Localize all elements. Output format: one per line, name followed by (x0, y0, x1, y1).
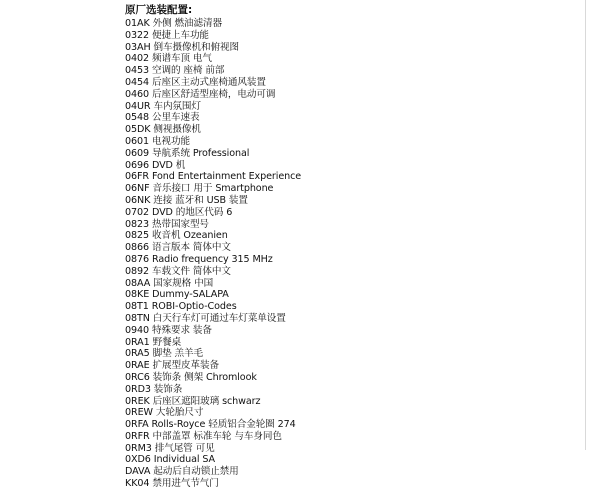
option-item: 06FR Fond Entertainment Experience (125, 171, 302, 183)
option-item: 08KE Dummy-SALAPA (125, 289, 229, 301)
option-item: 0702 DVD 的地区代码 6 (125, 206, 233, 218)
option-item: 0825 收音机 Ozeanien (125, 230, 228, 242)
option-item: 08T1 ROBI-Optio-Codes (125, 301, 237, 313)
option-item: 0REW 大轮胎尺寸 (125, 407, 204, 419)
option-item: 0XD6 Individual SA (125, 454, 216, 466)
option-item: 0RM3 排气尾管 可见 (125, 442, 215, 454)
option-item: 0696 DVD 机 (125, 159, 186, 171)
option-item: 0RA1 野餐桌 (125, 336, 182, 348)
option-item: 06NK 连接 蓝牙和 USB 装置 (125, 194, 248, 206)
option-item: 06NF 音乐接口 用于 Smartphone (125, 183, 274, 195)
option-item: 0601 电视功能 (125, 135, 190, 147)
option-item: 0609 导航系统 Professional (125, 147, 250, 159)
option-item: 01AK 外侧 燃油滤清器 (125, 18, 223, 29)
option-item: 0RA5 脚垫 羔羊毛 (125, 348, 204, 360)
document-title: 原厂选装配置: (125, 4, 193, 16)
option-item: 0RD3 装饰条 (125, 383, 183, 395)
option-item: 0940 特殊要求 装备 (125, 324, 212, 336)
option-item: 08AA 国家规格 中国 (125, 277, 214, 289)
option-item: 0402 频谱车顶 电气 (125, 53, 212, 65)
option-item: 03AH 倒车摄像机和俯视图 (125, 41, 239, 53)
option-item: 0RFR 中部盖罩 标准车轮 与车身同色 (125, 430, 282, 442)
option-item: 0RC6 装饰条 侧架 Chromlook (125, 371, 257, 383)
option-item: 0823 热带国家型号 (125, 218, 209, 230)
option-item: 0548 公里车速表 (125, 112, 200, 124)
option-item: 08TN 白天行车灯可通过车灯菜单设置 (125, 312, 286, 324)
option-item: 0876 Radio frequency 315 MHz (125, 253, 273, 265)
option-item: KK04 禁用进气节气门 (125, 478, 219, 490)
option-item: 0322 便捷上车功能 (125, 29, 209, 41)
option-item: 0REK 后座区遮阳玻璃 schwarz (125, 395, 261, 407)
page-edge-divider (585, 0, 586, 450)
option-item: 0866 语言版本 简体中文 (125, 242, 231, 254)
option-item: 04UR 车内氛围灯 (125, 100, 201, 112)
option-item: 0454 后座区主动式座椅通风装置 (125, 76, 266, 88)
option-item: 0RFA Rolls-Royce 轻质铝合金轮圈 274 (125, 419, 296, 431)
option-item: 0460 后座区舒适型座椅，电动可调 (125, 88, 276, 100)
option-item: DAVA 起动后自动锁止禁用 (125, 466, 239, 478)
option-list (125, 18, 565, 490)
option-document (125, 3, 565, 490)
option-item: 0892 车载文件 简体中文 (125, 265, 231, 277)
option-item: 0RAE 扩展型皮革装备 (125, 360, 220, 372)
option-item: 05DK 侧视摄像机 (125, 124, 201, 136)
option-item: 0453 空调的 座椅 前部 (125, 65, 225, 77)
